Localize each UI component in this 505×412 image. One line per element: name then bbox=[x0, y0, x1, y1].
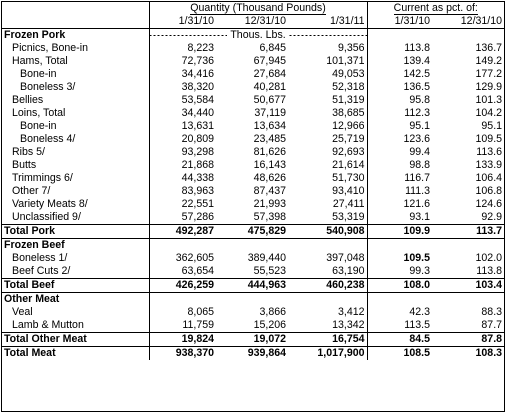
date-header: 1/31/10 bbox=[149, 15, 216, 29]
cold-storage-table-frame bbox=[1, 1, 505, 412]
quantity-cell: 51,730 bbox=[332, 172, 365, 184]
quantity-cell: 21,993 bbox=[253, 198, 286, 210]
quantity-cell: 19,072 bbox=[216, 333, 288, 347]
quantity-cell: 16,143 bbox=[253, 159, 286, 171]
row-label: Ribs 5/ bbox=[12, 146, 45, 158]
pct-cell: 93.1 bbox=[367, 211, 432, 225]
pct-cell: 106.8 bbox=[475, 185, 503, 197]
pct-cell: 99.4 bbox=[367, 146, 432, 159]
quantity-cell: 92,693 bbox=[332, 146, 365, 158]
pct-cell: 149.2 bbox=[475, 55, 503, 67]
units-note-text: Thous. Lbs. bbox=[227, 29, 288, 41]
date-header: 1/31/11 bbox=[288, 15, 367, 29]
pct-cell: 112.3 bbox=[367, 107, 432, 120]
quantity-cell: 48,626 bbox=[253, 172, 286, 184]
quantity-cell: 15,206 bbox=[253, 319, 286, 331]
row-label: Unclassified 9/ bbox=[12, 211, 81, 223]
empty-cell bbox=[367, 293, 432, 307]
row-label: Boneless 1/ bbox=[12, 252, 68, 264]
total-row bbox=[2, 225, 504, 239]
quantity-cell: 397,048 bbox=[326, 252, 365, 264]
quantity-cell: 53,584 bbox=[149, 94, 216, 107]
quantity-cell: 938,370 bbox=[149, 347, 216, 361]
quantity-cell: 37,119 bbox=[254, 107, 286, 119]
quantity-cell: 444,963 bbox=[216, 279, 288, 293]
grand-total-row bbox=[2, 347, 504, 361]
row-label: Boneless 3/ bbox=[20, 81, 76, 93]
quantity-cell: 20,809 bbox=[149, 133, 216, 146]
quantity-cell: 13,342 bbox=[332, 319, 365, 331]
empty-cell bbox=[216, 239, 288, 253]
table-row bbox=[2, 159, 504, 172]
quantity-cell: 81,626 bbox=[253, 146, 286, 158]
quantity-cell: 21,868 bbox=[149, 159, 216, 172]
quantity-cell: 9,356 bbox=[338, 42, 365, 54]
row-label: Total Meat bbox=[2, 347, 149, 361]
pct-date-header: 1/31/10 bbox=[367, 15, 432, 29]
table-row bbox=[2, 107, 504, 120]
quantity-cell: 57,286 bbox=[149, 211, 216, 225]
table-row bbox=[2, 265, 504, 279]
pct-cell: 109.9 bbox=[367, 225, 432, 239]
pct-cell: 111.3 bbox=[367, 185, 432, 198]
section-header-row bbox=[2, 239, 504, 253]
quantity-cell: 11,759 bbox=[149, 319, 216, 333]
pct-cell: 129.9 bbox=[475, 81, 503, 93]
empty-cell bbox=[149, 293, 216, 307]
table-row bbox=[2, 172, 504, 185]
row-label: Lamb & Mutton bbox=[12, 319, 84, 331]
quantity-cell: 939,864 bbox=[216, 347, 288, 361]
quantity-cell: 93,298 bbox=[149, 146, 216, 159]
header-row-groups bbox=[2, 2, 504, 15]
quantity-cell: 22,551 bbox=[149, 198, 216, 211]
quantity-cell: 83,963 bbox=[149, 185, 216, 198]
quantity-cell: 57,398 bbox=[253, 211, 286, 223]
quantity-cell: 21,614 bbox=[332, 159, 365, 171]
quantity-cell: 87,437 bbox=[253, 185, 286, 197]
empty-cell bbox=[288, 239, 367, 253]
quantity-cell: 53,319 bbox=[332, 211, 365, 223]
pct-cell: 113.6 bbox=[476, 146, 503, 158]
table-row bbox=[2, 252, 504, 265]
row-label: Veal bbox=[12, 306, 33, 318]
quantity-cell: 426,259 bbox=[149, 279, 216, 293]
pct-cell: 139.4 bbox=[367, 55, 432, 68]
quantity-cell: 8,223 bbox=[149, 42, 216, 55]
pct-cell: 108.0 bbox=[367, 279, 432, 293]
pct-cell: 103.4 bbox=[432, 279, 504, 293]
row-label: Boneless 4/ bbox=[20, 133, 76, 145]
quantity-cell: 8,065 bbox=[149, 306, 216, 319]
pct-cell: 177.2 bbox=[475, 68, 503, 80]
table-row bbox=[2, 120, 504, 133]
pct-cell: 87.8 bbox=[432, 333, 504, 347]
pct-cell: 95.1 bbox=[367, 120, 432, 133]
section-header-row bbox=[2, 293, 504, 307]
quantity-cell: 23,485 bbox=[253, 133, 286, 145]
quantity-cell: 1,017,900 bbox=[288, 347, 367, 361]
quantity-cell: 63,654 bbox=[149, 265, 216, 279]
pct-cell: 121.6 bbox=[367, 198, 432, 211]
pct-cell: 124.6 bbox=[475, 198, 503, 210]
table-row bbox=[2, 68, 504, 81]
pct-cell: 108.5 bbox=[367, 347, 432, 361]
row-label: Bone-in bbox=[20, 120, 57, 132]
pct-cell: 92.9 bbox=[481, 211, 503, 223]
row-label: Loins, Total bbox=[12, 107, 66, 119]
table-row bbox=[2, 133, 504, 146]
quantity-cell: 27,411 bbox=[332, 198, 365, 210]
quantity-cell: 72,736 bbox=[149, 55, 216, 68]
empty-cell bbox=[216, 293, 288, 307]
quantity-cell: 362,605 bbox=[149, 252, 216, 265]
section-header-row bbox=[2, 29, 504, 43]
row-label: Bellies bbox=[12, 94, 44, 106]
quantity-cell: 27,684 bbox=[253, 68, 286, 80]
table-row bbox=[2, 319, 504, 333]
quantity-cell: 475,829 bbox=[216, 225, 288, 239]
quantity-cell: 16,754 bbox=[288, 333, 367, 347]
pct-cell: 101.3 bbox=[475, 94, 503, 106]
pct-date-header: 12/31/10 bbox=[432, 15, 504, 29]
quantity-cell: 51,319 bbox=[332, 94, 365, 106]
quantity-cell: 13,631 bbox=[149, 120, 216, 133]
empty-cell bbox=[288, 293, 367, 307]
pct-cell: 113.8 bbox=[367, 42, 432, 55]
row-label: Picnics, Bone-in bbox=[12, 42, 88, 54]
row-label: Butts bbox=[12, 159, 37, 171]
table-row bbox=[2, 146, 504, 159]
table-row bbox=[2, 94, 504, 107]
quantity-group-header: Quantity (Thousand Pounds) bbox=[149, 2, 367, 15]
table-row bbox=[2, 306, 504, 319]
table-row bbox=[2, 211, 504, 225]
pct-cell: 109.5 bbox=[475, 133, 503, 145]
pct-cell: 123.6 bbox=[367, 133, 432, 146]
row-label: Total Other Meat bbox=[2, 333, 149, 347]
quantity-cell: 44,338 bbox=[149, 172, 216, 185]
quantity-cell: 55,523 bbox=[253, 265, 286, 277]
section-title: Frozen Pork bbox=[4, 29, 66, 41]
pct-cell: 108.3 bbox=[432, 347, 504, 361]
quantity-cell: 93,410 bbox=[332, 185, 365, 197]
quantity-cell: 12,966 bbox=[332, 120, 365, 132]
total-row bbox=[2, 279, 504, 293]
quantity-cell: 19,824 bbox=[149, 333, 216, 347]
pct-cell: 136.5 bbox=[367, 81, 432, 94]
empty-cell bbox=[432, 293, 504, 307]
quantity-cell: 101,371 bbox=[326, 55, 365, 67]
total-row bbox=[2, 333, 504, 347]
quantity-cell: 25,719 bbox=[332, 133, 365, 145]
quantity-cell: 13,634 bbox=[253, 120, 286, 132]
quantity-cell: 63,190 bbox=[332, 265, 365, 277]
cold-storage-table bbox=[2, 2, 504, 360]
row-label: Bone-in bbox=[20, 68, 57, 80]
quantity-cell: 389,440 bbox=[247, 252, 286, 264]
pct-cell: 106.4 bbox=[475, 172, 503, 184]
empty-cell bbox=[432, 29, 504, 43]
header-row-dates bbox=[2, 15, 504, 29]
quantity-cell: 3,866 bbox=[259, 306, 286, 318]
pct-cell: 104.2 bbox=[475, 107, 503, 119]
pct-cell: 109.5 bbox=[367, 252, 432, 265]
date-header: 12/31/10 bbox=[216, 15, 288, 29]
pct-cell: 116.7 bbox=[367, 172, 432, 185]
quantity-cell: 49,053 bbox=[332, 68, 365, 80]
quantity-cell: 34,440 bbox=[149, 107, 216, 120]
section-title: Frozen Beef bbox=[2, 239, 149, 253]
pct-cell: 102.0 bbox=[475, 252, 503, 264]
quantity-cell: 40,281 bbox=[253, 81, 286, 93]
empty-cell bbox=[367, 29, 432, 43]
quantity-cell: 52,318 bbox=[332, 81, 365, 93]
quantity-cell: 6,845 bbox=[259, 42, 286, 54]
quantity-cell: 50,677 bbox=[253, 94, 286, 106]
pct-cell: 95.8 bbox=[367, 94, 432, 107]
table-row bbox=[2, 55, 504, 68]
pct-cell: 88.3 bbox=[481, 306, 503, 318]
row-label: Trimmings 6/ bbox=[12, 172, 73, 184]
section-title: Other Meat bbox=[2, 293, 149, 307]
empty-cell bbox=[432, 239, 504, 253]
pct-cell: 133.9 bbox=[475, 159, 503, 171]
pct-cell: 136.7 bbox=[475, 42, 503, 54]
table-row bbox=[2, 185, 504, 198]
table-row bbox=[2, 42, 504, 55]
quantity-cell: 38,685 bbox=[332, 107, 365, 119]
quantity-cell: 38,320 bbox=[149, 81, 216, 94]
pct-cell: 84.5 bbox=[367, 333, 432, 347]
pct-cell: 87.7 bbox=[481, 319, 503, 331]
row-label: Hams, Total bbox=[12, 55, 68, 67]
quantity-cell: 34,416 bbox=[149, 68, 216, 81]
row-label: Total Pork bbox=[2, 225, 149, 239]
pct-cell: 113.5 bbox=[367, 319, 432, 333]
pct-cell: 113.8 bbox=[476, 265, 503, 277]
empty-cell bbox=[149, 239, 216, 253]
quantity-cell: 492,287 bbox=[149, 225, 216, 239]
pct-cell: 113.7 bbox=[432, 225, 504, 239]
pct-cell: 42.3 bbox=[367, 306, 432, 319]
pct-cell: 142.5 bbox=[367, 68, 432, 81]
row-label: Beef Cuts 2/ bbox=[12, 265, 71, 277]
row-label: Total Beef bbox=[2, 279, 149, 293]
row-label: Variety Meats 8/ bbox=[12, 198, 88, 210]
quantity-cell: 3,412 bbox=[338, 306, 365, 318]
empty-cell bbox=[367, 239, 432, 253]
quantity-cell: 540,908 bbox=[288, 225, 367, 239]
table-body bbox=[2, 29, 504, 361]
table-row bbox=[2, 198, 504, 211]
row-label: Other 7/ bbox=[12, 185, 51, 197]
quantity-cell: 460,238 bbox=[288, 279, 367, 293]
quantity-cell: 67,945 bbox=[253, 55, 286, 67]
pct-cell: 95.1 bbox=[481, 120, 503, 132]
table-row bbox=[2, 81, 504, 94]
pct-cell: 98.8 bbox=[367, 159, 432, 172]
units-note bbox=[149, 29, 367, 43]
pct-cell: 99.3 bbox=[367, 265, 432, 279]
current-pct-group-header: Current as pct. of: bbox=[367, 2, 504, 15]
